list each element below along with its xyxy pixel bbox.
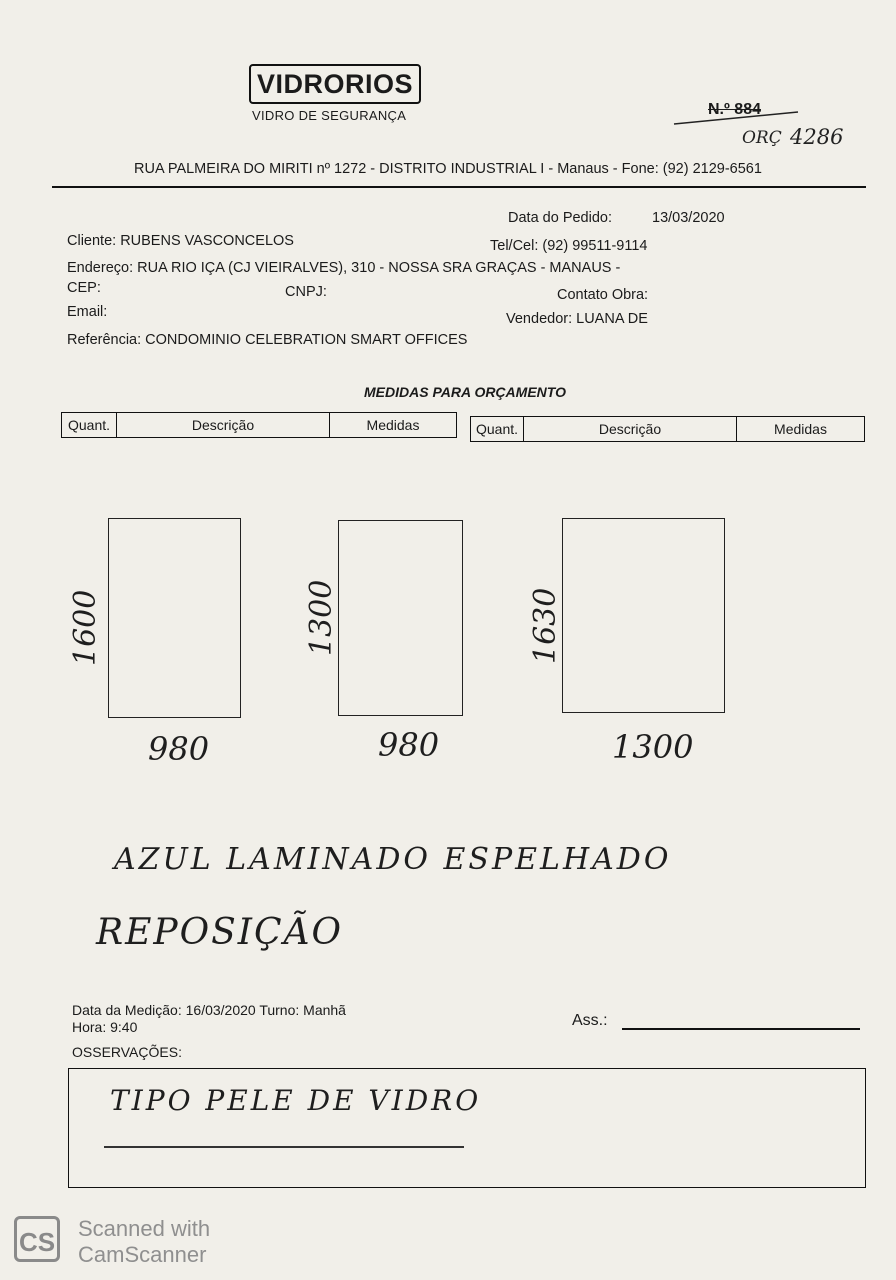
col-quant: Quant.	[62, 413, 117, 437]
handwritten-underline	[104, 1146, 464, 1148]
contact-field: Contato Obra:	[557, 287, 649, 303]
email-field: Email:	[67, 304, 108, 320]
col-medidas: Medidas	[366, 417, 420, 433]
measurement-time: Hora: 9:40	[72, 1019, 138, 1035]
measurement-date: Data da Medição: 16/03/2020 Turno: Manhã	[72, 1002, 346, 1018]
note-reposicao: REPOSIÇÃO	[96, 912, 344, 953]
sketch-1-height: 1600	[68, 589, 103, 666]
sketch-3-height: 1630	[528, 587, 563, 664]
camscanner-line2: CamScanner	[78, 1242, 207, 1267]
glass-sketch-2	[338, 520, 463, 716]
measurements-table-left	[61, 412, 457, 438]
measurements-table-right	[470, 416, 865, 442]
order-date: 13/03/2020	[652, 210, 725, 226]
col-descricao: Descrição	[117, 413, 330, 437]
sketch-2-width: 980	[378, 726, 440, 764]
company-logo: VIDRORIOS	[249, 64, 421, 104]
signature-line	[622, 1028, 860, 1030]
sketch-3-width: 1300	[612, 728, 694, 766]
observations-label: OSSERVAÇÕES:	[72, 1044, 182, 1060]
reference-field: Referência: CONDOMINIO CELEBRATION SMART OFFICES	[67, 332, 468, 348]
observations-text: TIPO PELE DE VIDRO	[110, 1084, 482, 1117]
orc-label: ORÇ	[742, 128, 782, 148]
orc-number: 4286	[790, 125, 844, 149]
address-field: Endereço: RUA RIO IÇA (CJ VIEIRALVES), 310 - NOSSA SRA GRAÇAS - MANAUS -	[67, 260, 621, 276]
form-number: N.º 884	[708, 101, 761, 118]
note-material: AZUL LAMINADO ESPELHADO	[114, 842, 672, 877]
glass-sketch-3	[562, 518, 725, 713]
measurements-title: MEDIDAS PARA ORÇAMENTO	[364, 384, 566, 400]
camscanner-text	[78, 1216, 210, 1268]
sketch-2-height: 1300	[304, 579, 339, 656]
strike-line	[672, 108, 802, 128]
cnpj-field: CNPJ:	[285, 284, 327, 300]
header-divider	[52, 186, 866, 188]
client: Cliente: RUBENS VASCONCELOS	[67, 233, 294, 249]
col-descricao: Descrição	[524, 417, 737, 441]
signature-label: Ass.:	[572, 1012, 608, 1029]
order-date-label: Data do Pedido:	[508, 210, 612, 226]
col-medidas: Medidas	[774, 421, 827, 437]
camscanner-line1: Scanned with	[78, 1216, 211, 1241]
logo-subtitle: VIDRO DE SEGURANÇA	[252, 108, 407, 123]
seller-field: Vendedor: LUANA DE	[506, 311, 648, 327]
company-address: RUA PALMEIRA DO MIRITI nº 1272 - DISTRITO INDUSTRIAL I - Manaus - Fone: (92) 2129-6561	[134, 161, 762, 177]
cep-field: CEP:	[67, 280, 101, 296]
phone: Tel/Cel: (92) 99511-9114	[490, 238, 648, 254]
col-quant: Quant.	[471, 417, 524, 441]
camscanner-icon: CS	[14, 1216, 60, 1262]
glass-sketch-1	[108, 518, 241, 718]
sketch-1-width: 980	[148, 730, 210, 768]
